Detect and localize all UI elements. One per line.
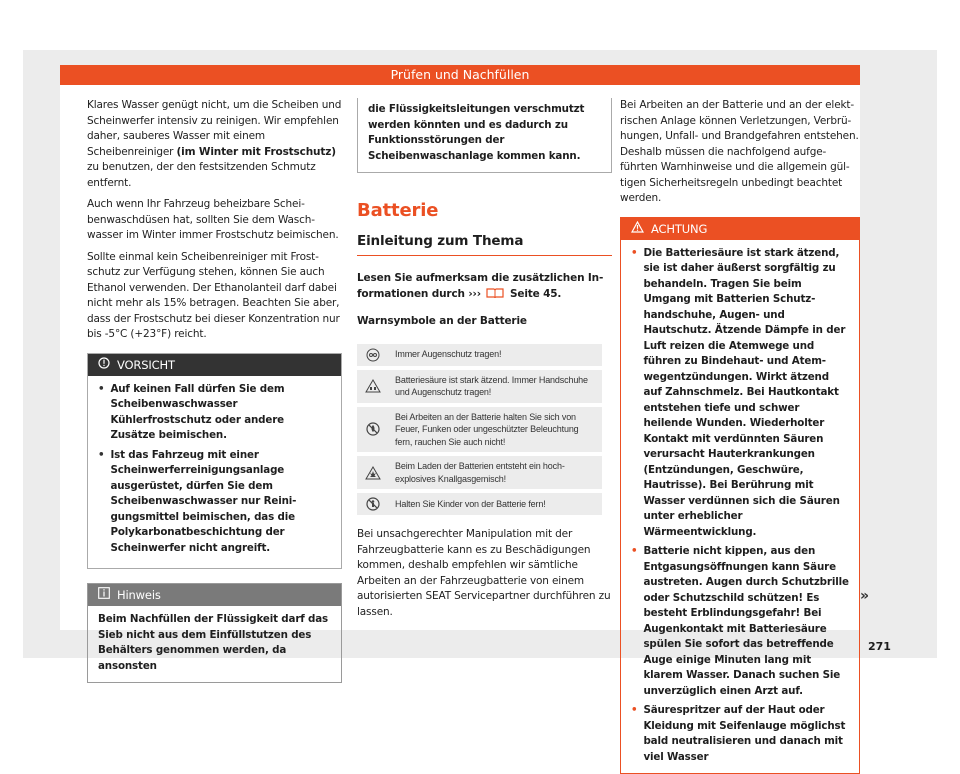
- column-2: [357, 98, 612, 626]
- caution-icon: [98, 354, 110, 376]
- vorsicht-header: VORSICHT: [88, 354, 341, 376]
- paragraph-heated-nozzles: Auch wenn Ihr Fahrzeug beheizbare Scheibenwaschdüsen hat, sollten Sie dem Waschwasser im Winter immer Frostschutz beimischen.: [87, 197, 342, 244]
- paragraph-manipulation: Bei unsachgerechter Manipulation mit der Fahrzeugbatterie kann es zu Beschädigungen kommen, deshalb empfehlen wir sämtliche Arbeiten an der Fahrzeugbatterie von einem autorisierten SEAT Servicepartner durchführen zu lassen.: [357, 527, 612, 620]
- list-item: • Säurespritzer auf der Haut oder Kleidung mit Seifenlauge möglichst bald neutralisieren und danach mit viel Wasser: [631, 703, 849, 765]
- achtung-body: [621, 240, 859, 774]
- subsection-title: Einleitung zum Thema: [357, 234, 612, 257]
- book-reference-icon: [486, 287, 504, 297]
- acid-icon: [363, 379, 383, 393]
- goggles-icon: [363, 348, 383, 362]
- paragraph-ethanol: Sollte einmal kein Scheibenreiniger mit Frostschutz zur Verfügung stehen, können Sie auch Ethanol verwenden. Der Ethanolanteil darf dabei nicht mehr als 15% betragen. Beachten Sie aber, dass der Frostschutz bei dieser Konzentration nur bis -5°C (+23°F) reicht.: [87, 250, 342, 343]
- warning-symbols-title: Warnsymbole an der Batterie: [357, 314, 612, 330]
- warning-triangle-icon: [631, 218, 644, 240]
- list-item: • Batterie nicht kippen, aus den Entgasungsöffnungen kann Säure austreten. Augen durch Schutzbrille oder Schutzschild schützen! Es besteht Erblindungsgefahr! Bei Augenkontakt mit Batteriesäure spülen Sie sofort das betreffende Auge einige Minuten lang mit klarem Wasser. Danach suchen Sie unverzüglich einen Arzt auf.: [631, 544, 849, 699]
- table-row: Batteriesäure ist stark ätzend. Immer Handschuhe und Augenschutz tragen!: [357, 370, 602, 403]
- column-1: [87, 98, 342, 683]
- hinweis-box: [87, 583, 342, 683]
- page-number: 271: [868, 640, 891, 653]
- achtung-header: ACHTUNG: [621, 218, 859, 240]
- vorsicht-body: [88, 376, 341, 569]
- hinweis-body: Beim Nachfüllen der Flüssigkeit darf das Sieb nicht aus dem Einfüllstutzen des Behälters genommen werden, da ansonsten: [88, 606, 341, 682]
- hinweis-header: Hinweis: [88, 584, 341, 606]
- vorsicht-box: [87, 353, 342, 570]
- table-row: Beim Laden der Batterien entsteht ein hochexplosives Knallgasgemisch!: [357, 456, 602, 489]
- table-row: Halten Sie Kinder von der Batterie fern!: [357, 493, 602, 515]
- warning-symbols-table: [357, 340, 602, 520]
- no-children-icon: [363, 497, 383, 511]
- info-icon: [98, 584, 110, 606]
- lead-text: Lesen Sie aufmerksam die zusätzlichen Informationen durch ››› Seite 45.: [357, 270, 612, 302]
- explosion-icon: [363, 466, 383, 480]
- page-reference-link[interactable]: Seite 45.: [510, 288, 561, 300]
- table-row: Immer Augenschutz tragen!: [357, 344, 602, 366]
- list-item: • Ist das Fahrzeug mit einer Scheinwerferreinigungsanlage ausgerüstet, dürfen Sie dem Scheibenwaschwasser nur Reinigungsmittel beimischen, das die Polykarbonatbeschichtung der Scheinwerfer nicht angreift.: [98, 448, 331, 557]
- hinweis-continuation: die Flüssigkeitsleitungen verschmutzt werden könnten und es dadurch zu Funktionsstörungen der Scheibenwaschanlage kommen kann.: [357, 98, 612, 173]
- list-item: • Auf keinen Fall dürfen Sie dem Scheibenwaschwasser Kühlerfrostschutz oder andere Zusätze beimischen.: [98, 382, 331, 444]
- paragraph-electrical-hazards: Bei Arbeiten an der Batterie und an der elektrischen Anlage können Verletzungen, Verbrühungen, Unfall- und Brandgefahren entstehen. Deshalb müssen die nachfolgend aufgeführten Warnhinweise und die allgemein gültigen Sicherheitsregeln unbedingt beachtet werden.: [620, 98, 860, 207]
- list-item: • Die Batteriesäure ist stark ätzend, sie ist daher äußerst sorgfältig zu behandeln. Tragen Sie beim Umgang mit Batterien Schutzhandschuhe, Augen- und Hautschutz. Ätzende Dämpfe in der Luft reizen die Atemwege und führen zu Bindehaut- und Atemwegentzündungen. Wirkt ätzend auf Zahnschmelz. Bei Hautkontakt entstehen tiefe und schwer heilende Wunden. Wiederholter Kontakt mit verdünnten Säuren verursacht Hauterkrankungen (Entzündungen, Geschwüre, Hautrisse). Bei Berührung mit Wasser verdünnen sich die Säuren unter erheblicher Wärmeentwicklung.: [631, 246, 849, 541]
- continue-arrow-icon: »: [860, 588, 869, 604]
- section-title: Batterie: [357, 203, 612, 219]
- no-fire-icon: [363, 422, 383, 436]
- paragraph-wash-water: Klares Wasser genügt nicht, um die Scheiben und Scheinwerfer intensiv zu reinigen. Wir empfehlen daher, sauberes Wasser mit einem Scheibenreiniger (im Winter mit Frostschutz) zu benutzen, der den festsitzenden Schmutz entfernt.: [87, 98, 342, 191]
- table-row: Bei Arbeiten an der Batterie halten Sie sich von Feuer, Funken oder ungeschützter Beleuchtung fern, rauchen Sie auch nicht!: [357, 407, 602, 453]
- column-3: [620, 98, 860, 774]
- achtung-box: [620, 217, 860, 774]
- chapter-header: Prüfen und Nachfüllen: [60, 65, 860, 85]
